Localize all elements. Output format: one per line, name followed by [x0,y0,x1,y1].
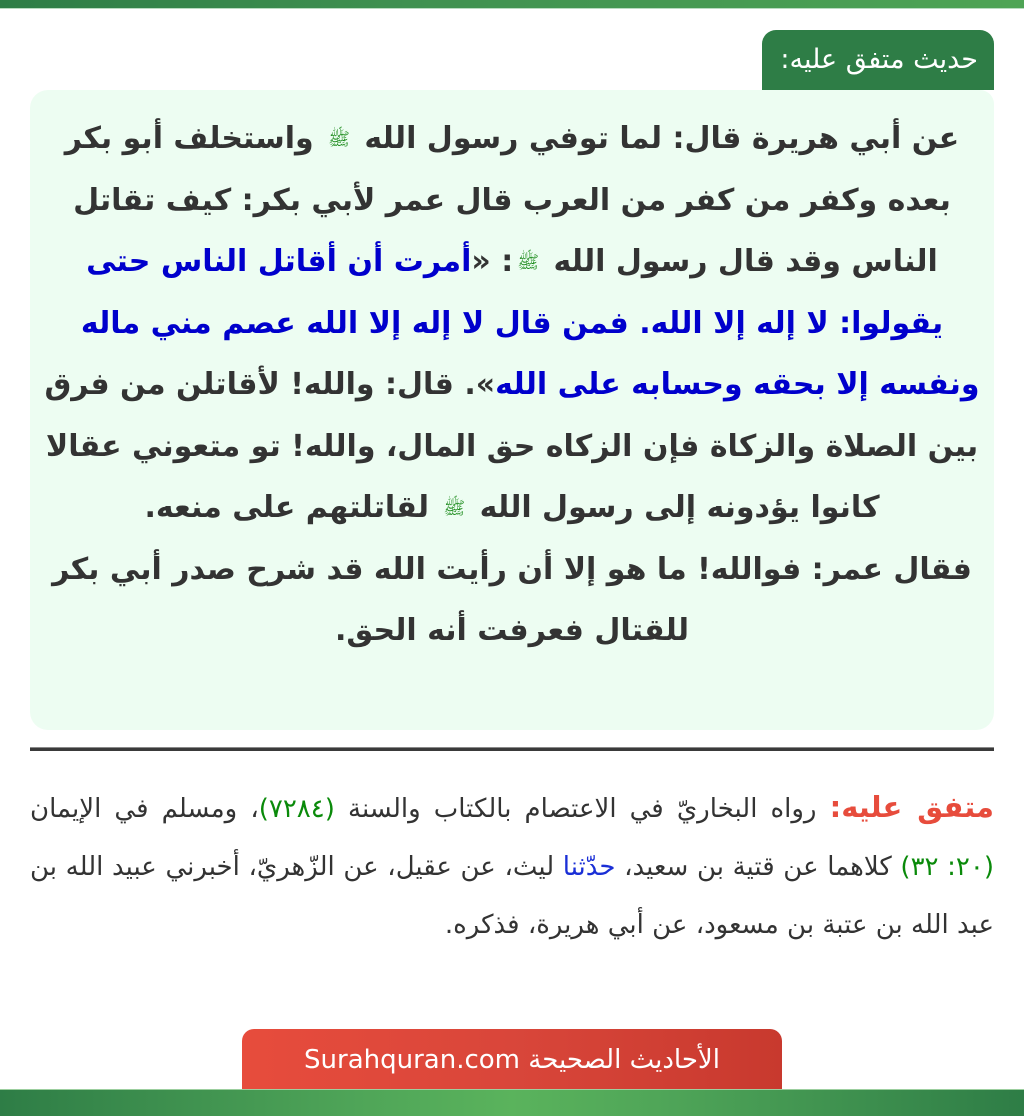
hadith-part-5: لقاتلتهم على منعه. [144,490,429,525]
bottom-decorative-bar [0,1089,1024,1116]
hadith-part-6: فقال عمر: فوالله! ما هو إلا أن رأيت الله قد شرح صدر أبي بكر للقتال فعرفت أنه الحق. [52,551,972,648]
top-decorative-bar [0,0,1024,9]
source-text-2: ، ومسلم في الإيمان [30,794,259,824]
hadith-part-2: واستخلف أبو بكر بعده وكفر من كفر من العرب قال عمر لأبي بكر: كيف تقاتل الناس وقد قال رسول الله [64,121,951,279]
peace-be-upon-him-icon: ﷺ [328,128,350,150]
hadith-title-tab [762,30,994,90]
source-text-1: رواه البخاريّ في الاعتصام بالكتاب والسنة [348,794,817,824]
peace-be-upon-him-icon: ﷺ [443,497,466,519]
hadith-part-3: : « [471,244,514,279]
narration-term: حدّثنا [562,852,616,882]
hadith-part-1: عن أبي هريرة قال: لما توفي رسول الله [364,121,960,156]
site-link-badge[interactable] [242,1029,782,1089]
muslim-reference: (٢٠: ٣٢) [900,852,994,882]
hadith-part-4: ». قال: والله! لأقاتلن من فرق بين الصلاة والزكاة فإن الزكاه حق المال، والله! تو متعوني عقالا كانوا يؤدونه إلى رسول الله [44,367,979,525]
prophet-quote: أمرت أن أقاتل الناس حتى يقولوا: لا إله إلا الله. فمن قال لا إله إلا الله عصم مني ماله ونفسه إلا بحقه وحسابه على الله [80,244,980,402]
site-badge-text: الأحاديث الصحيحة Surahquran.com [304,1045,720,1075]
source-text-4: ليث، عن عقيل، عن الزّهريّ، أخبرني عبيد الله بن عبد الله بن عتبة بن مسعود، عن أبي هريرة، فذكره. [30,852,994,940]
hadith-title: حديث متفق عليه: [780,44,978,75]
source-label: متفق عليه: [829,790,995,824]
hadith-text [42,108,982,662]
peace-be-upon-him-icon: ﷺ [517,251,539,273]
section-divider [30,747,994,751]
source-takhrij [30,778,994,954]
bukhari-reference: (٧٢٨٤) [258,794,335,824]
source-text-3: كلاهما عن قتية بن سعيد، [624,852,892,882]
